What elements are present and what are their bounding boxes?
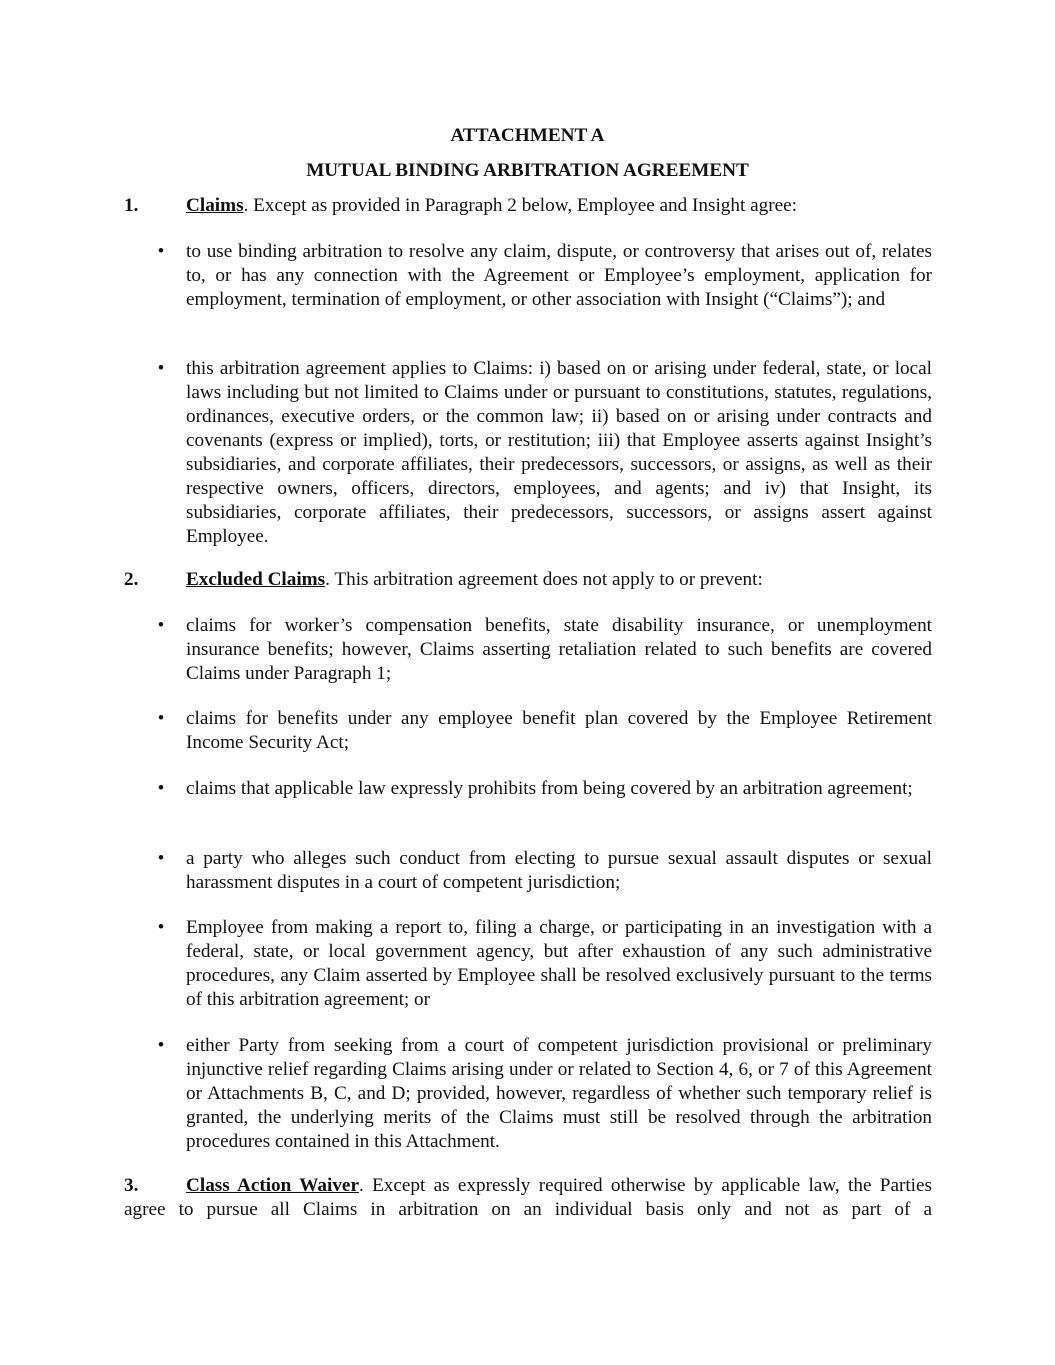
list-item-text: either Party from seeking from a court of competent jurisdiction provisional or preliminary injunctive relief regarding Claims arising under or related to Section 4, 6, or 7 of this Agreement or Attachments B, C, and D; provided, however, regardless of whether such temporary relief is granted, the underlying merits of the Claims must still be resolved through the arbitration procedures contained in this Attachment. [186,1035,932,1152]
list-item-text: a party who alleges such conduct from electing to pursue sexual assault disputes or sexual harassment disputes in a court of competent jurisdiction; [186,848,932,893]
list-item-text: claims that applicable law expressly prohibits from being covered by an arbitration agreement; [186,778,913,799]
agreement-title: MUTUAL BINDING ARBITRATION AGREEMENT [306,160,749,181]
section-text [124,1174,932,1222]
bullet-icon: • [157,358,165,379]
list-item [154,240,932,312]
section-text [124,194,932,218]
bullet-icon: • [157,1035,165,1056]
list-item-text: Employee from making a report to, filing a charge, or participating in an investigation with a federal, state, or local government agency, but after exhaustion of any such administrative procedures, any Claim asserted by Employee shall be resolved exclusively pursuant to the terms of this arbitration agreement; or [186,917,932,1010]
list-item-text: to use binding arbitration to resolve any claim, dispute, or controversy that arises out of, relates to, or has any connection with the Agreement or Employee’s employment, application for employment, termination of employment, or other association with Insight (“Claims”); and [186,241,932,310]
section-intro: . Except as expressly required otherwise by applicable law, the Parties agree to pursue all Claims in arbitration on an individual basis only and not as part of a [124,1175,932,1220]
bullet-icon: • [157,917,165,938]
list-item [154,847,932,895]
section-heading: Excluded Claims [186,569,326,590]
list-item-text: claims for worker’s compensation benefits, state disability insurance, or unemployment insurance benefits; however, Claims asserting retaliation related to such benefits are covered Claims under Paragraph 1; [186,615,932,684]
section-2 [124,568,932,592]
list-item [154,916,932,1012]
section-heading: Claims [186,195,244,216]
section-number: 2. [124,569,139,590]
list-item-text: this arbitration agreement applies to Claims: i) based on or arising under federal, state, or local laws including but not limited to Claims under or pursuant to constitutions, statutes, regulations, ordinances, executive orders, or the common law; ii) based on or arising under contracts and covenants (express or implied), torts, or restitution; iii) that Employee asserts against Insight’s subsidiaries, and corporate affiliates, their predecessors, successors, or assigns, as well as their respective owners, officers, directors, employees, and agents; and iv) that Insight, its subsidiaries, corporate affiliates, their predecessors, successors, or assigns assert against Employee. [186,358,932,547]
bullet-icon: • [157,241,165,262]
section-heading: Class Action Waiver [186,1175,359,1196]
bullet-icon: • [157,848,165,869]
list-item [154,357,932,549]
section-number: 3. [124,1175,139,1196]
bullet-icon: • [157,708,165,729]
section-1 [124,194,932,218]
list-item-text: claims for benefits under any employee benefit plan covered by the Employee Retirement Income Security Act; [186,708,932,753]
list-item [154,1034,932,1154]
section-number: 1. [124,195,139,216]
attachment-title: ATTACHMENT A [450,125,605,146]
section-3 [124,1174,932,1222]
list-item [154,707,932,755]
section-intro: . This arbitration agreement does not apply to or prevent: [325,569,763,590]
section-text [124,568,932,592]
section-intro: . Except as provided in Paragraph 2 below, Employee and Insight agree: [243,195,797,216]
bullet-icon: • [157,778,165,799]
list-item [154,614,932,686]
bullet-icon: • [157,615,165,636]
list-item [154,777,932,801]
